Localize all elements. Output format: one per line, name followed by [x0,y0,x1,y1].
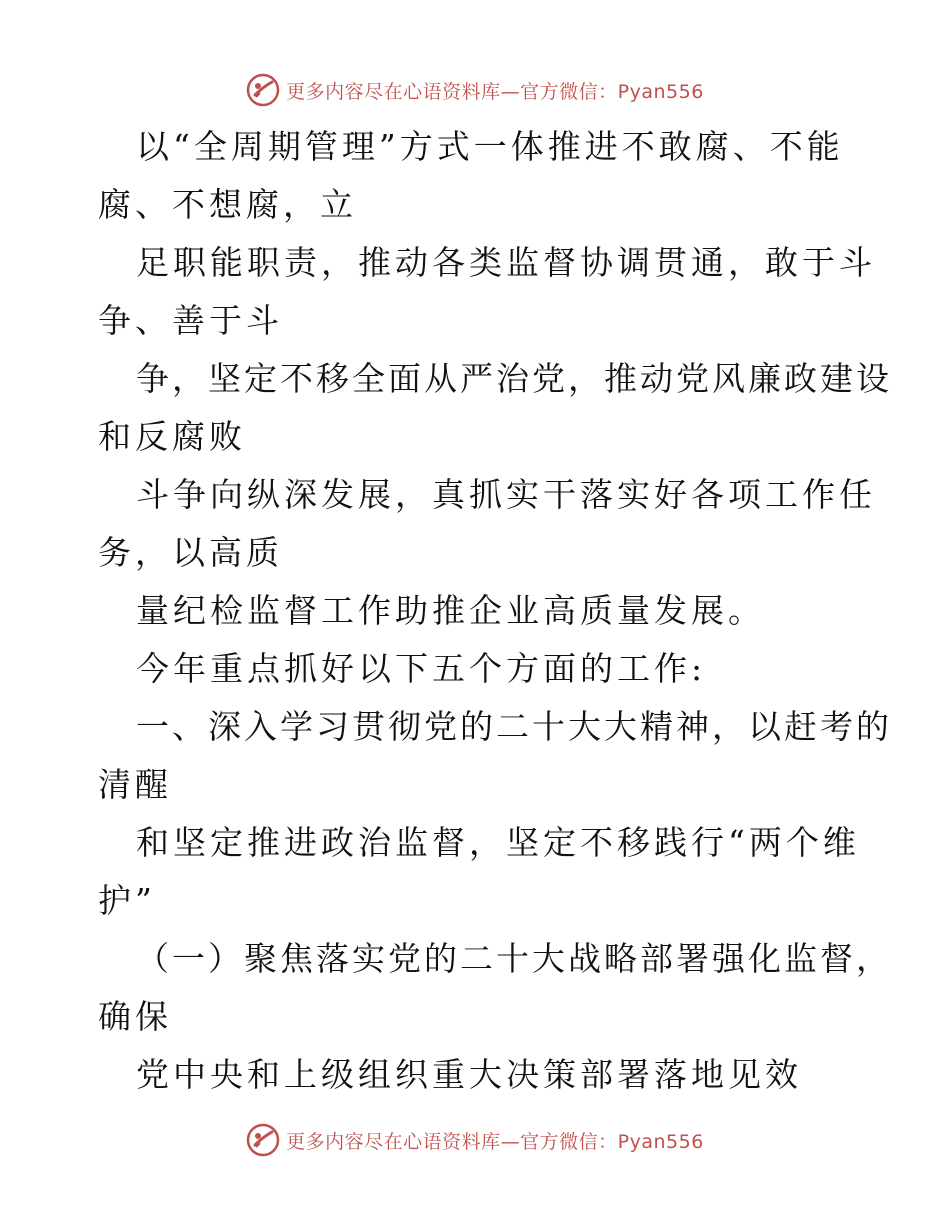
text-line: 以“全周期管理”方式一体推进不敢腐、不能 [136,127,844,166]
text-line: （一）聚焦落实党的二十大战略部署强化监督， [136,939,892,978]
text-line: 一、深入学习贯彻党的二十大大精神，以赶考的 [136,707,892,746]
watermark-text: 更多内容尽在心语资料库—官方微信：Pyan556 [286,80,704,103]
book-quill-logo-icon [246,1123,280,1157]
text-line: 确保 [98,997,172,1036]
text-line: 党中央和上级组织重大决策部署落地见效 [136,1055,802,1094]
text-line: 护” [98,881,156,920]
text-line: 量纪检监督工作助推企业高质量发展。 [136,591,765,630]
header-watermark-banner [0,70,950,110]
text-line: 足职能职责，推动各类监督协调贯通，敢于斗 [136,243,876,282]
text-line: 争、善于斗 [98,301,283,340]
book-quill-logo-icon [246,73,280,107]
text-line: 清醒 [98,765,172,804]
footer-watermark-banner [0,1120,950,1160]
text-line: 腐、不想腐，立 [98,185,357,224]
text-line: 争，坚定不移全面从严治党，推动党风廉政建设 [136,359,892,398]
text-line: 今年重点抓好以下五个方面的工作: [136,649,707,688]
text-line: 斗争向纵深发展，真抓实干落实好各项工作任 [136,475,876,514]
text-line: 和坚定推进政治监督，坚定不移践行“两个维 [136,823,860,862]
text-line: 务，以高质 [98,533,283,572]
watermark-text: 更多内容尽在心语资料库—官方微信：Pyan556 [286,1130,704,1153]
document-body [98,118,892,1104]
text-line: 和反腐败 [98,417,246,456]
